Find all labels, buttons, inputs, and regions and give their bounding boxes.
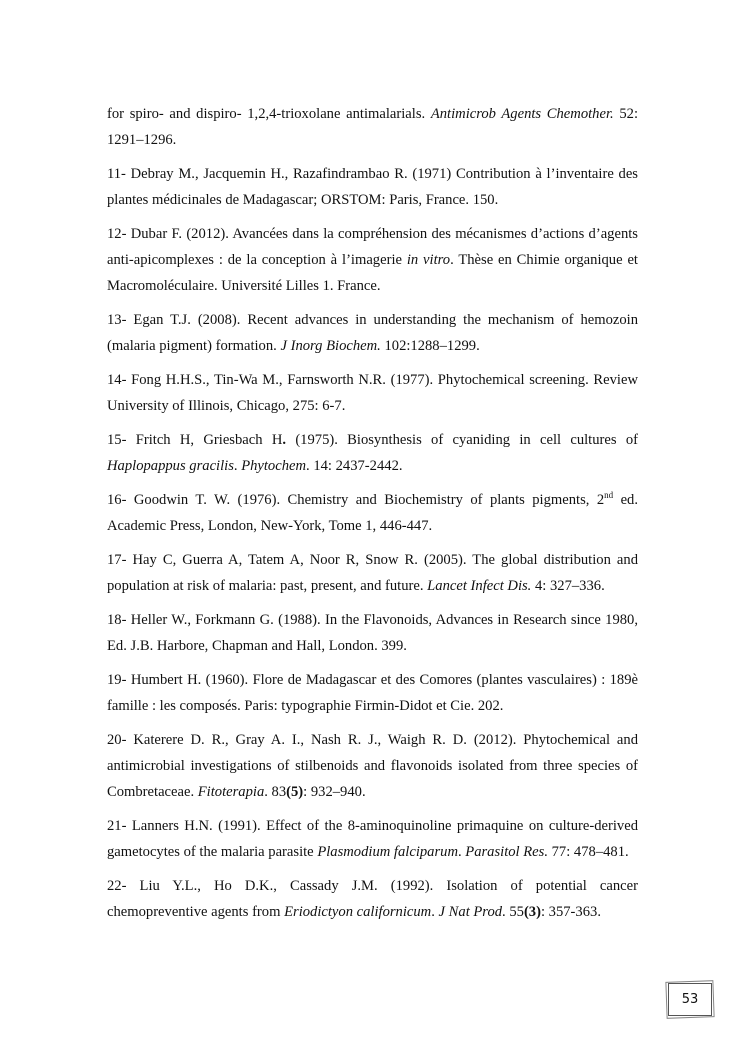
reference-text: 12- Dubar F. (2012). Avancées dans la compréhension des mécanismes d’actions d’agents anti-apicomplexes : de la conception à l’imagerie — [107, 226, 638, 268]
reference-text: 13- Egan T.J. (2008). Recent advances in understanding the mechanism of hemozoin (malaria pigment) formation. — [107, 312, 638, 354]
reference-text: 4: 327–336. — [531, 578, 605, 594]
reference-text: . 83 — [264, 784, 287, 800]
reference-text: . — [233, 458, 242, 474]
reference-text: 18- Heller W., Forkmann G. (1988). In the Flavonoids, Advances in Research since 1980, Ed. J.B. Harbore, Chapman and Hall, London. 399. — [107, 612, 638, 654]
reference-entry — [107, 161, 638, 213]
reference-text: 16- Goodwin T. W. (1976). Chemistry and Biochemistry of plants pigments, 2 — [107, 492, 605, 508]
reference-text: 19- Humbert H. (1960). Flore de Madagascar et des Comores (plantes vasculaires) : 189è famille : les composés. Paris: typographie Firmin-Didot et Cie. 202. — [107, 672, 638, 714]
reference-text: J Inorg Biochem. — [280, 338, 381, 354]
reference-text: for spiro- and dispiro- 1,2,4-trioxolane antimalarials. — [107, 106, 431, 122]
reference-entry — [107, 727, 638, 805]
reference-entry — [107, 667, 638, 719]
reference-text: 21- Lanners H.N. (1991). Effect of the 8-aminoquinoline primaquine on culture-derived gametocytes of the malaria parasite — [107, 818, 638, 860]
reference-entry — [107, 367, 638, 419]
reference-text: . 55 — [502, 904, 524, 920]
reference-entry — [107, 813, 638, 865]
reference-text: : 357-363. — [540, 904, 601, 920]
reference-text: 20- Katerere D. R., Gray A. I., Nash R. J., Waigh R. D. (2012). Phytochemical and antimicrobial investigations of stilbenoids and flavonoids isolated from three species of Combretaceae. — [107, 732, 638, 800]
reference-text: 77: 478–481. — [547, 844, 629, 860]
reference-text: (1975). Biosynthesis of cyaniding in cell cultures of — [286, 432, 638, 448]
reference-entry — [107, 101, 638, 153]
reference-text: Eriodictyon californicum — [284, 904, 432, 920]
reference-text: Haplopappus gracilis — [107, 458, 234, 474]
reference-entry — [107, 607, 638, 659]
reference-text: : 932–940. — [303, 784, 366, 800]
reference-text: . Thèse en Chimie organique et Macromoléculaire. Université Lilles 1. France. — [107, 252, 638, 294]
reference-text: Fitoterapia — [197, 784, 265, 800]
reference-entry — [107, 547, 638, 599]
reference-text: J Nat Prod — [438, 904, 503, 920]
reference-text: . — [431, 904, 439, 920]
reference-text: 14- Fong H.H.S., Tin-Wa M., Farnsworth N.R. (1977). Phytochemical screening. Review University of Illinois, Chicago, 275: 6-7. — [107, 372, 638, 414]
reference-text: . — [457, 844, 466, 860]
reference-text: ed. Academic Press, London, New-York, Tome 1, 446-447. — [107, 492, 638, 534]
reference-text: in vitro — [406, 252, 451, 268]
reference-entry — [107, 307, 638, 359]
reference-text: 17- Hay C, Guerra A, Tatem A, Noor R, Snow R. (2005). The global distribution and population at risk of malaria: past, present, and future. — [107, 552, 638, 594]
reference-list — [107, 101, 638, 933]
reference-text: Phytochem — [241, 458, 307, 474]
reference-text: Parasitol Res. — [465, 844, 548, 860]
reference-entry — [107, 487, 638, 539]
reference-text: 11- Debray M., Jacquemin H., Razafindrambao R. (1971) Contribution à l’inventaire des plantes médicinales de Madagascar; ORSTOM: Paris, France. 150. — [107, 166, 638, 208]
reference-text: Lancet Infect Dis. — [427, 578, 532, 594]
reference-text: Plasmodium falciparum — [317, 844, 458, 860]
reference-entry — [107, 873, 638, 925]
reference-text: (5) — [286, 784, 304, 800]
reference-text: . 14: 2437-2442. — [306, 458, 403, 474]
reference-text: 52: 1291–1296. — [107, 106, 638, 148]
reference-entry — [107, 221, 638, 299]
reference-text: (3) — [523, 904, 541, 920]
reference-text: 15- Fritch H, Griesbach H — [107, 432, 283, 448]
reference-text: . — [282, 432, 287, 448]
reference-text: 102:1288–1299. — [380, 338, 480, 354]
page-number: 53 — [668, 983, 712, 1016]
reference-text: nd — [604, 490, 614, 500]
reference-entry — [107, 427, 638, 479]
reference-text: Antimicrob Agents Chemother. — [430, 106, 614, 122]
reference-text: 22- Liu Y.L., Ho D.K., Cassady J.M. (1992). Isolation of potential cancer chemopreventive agents from — [107, 878, 638, 920]
